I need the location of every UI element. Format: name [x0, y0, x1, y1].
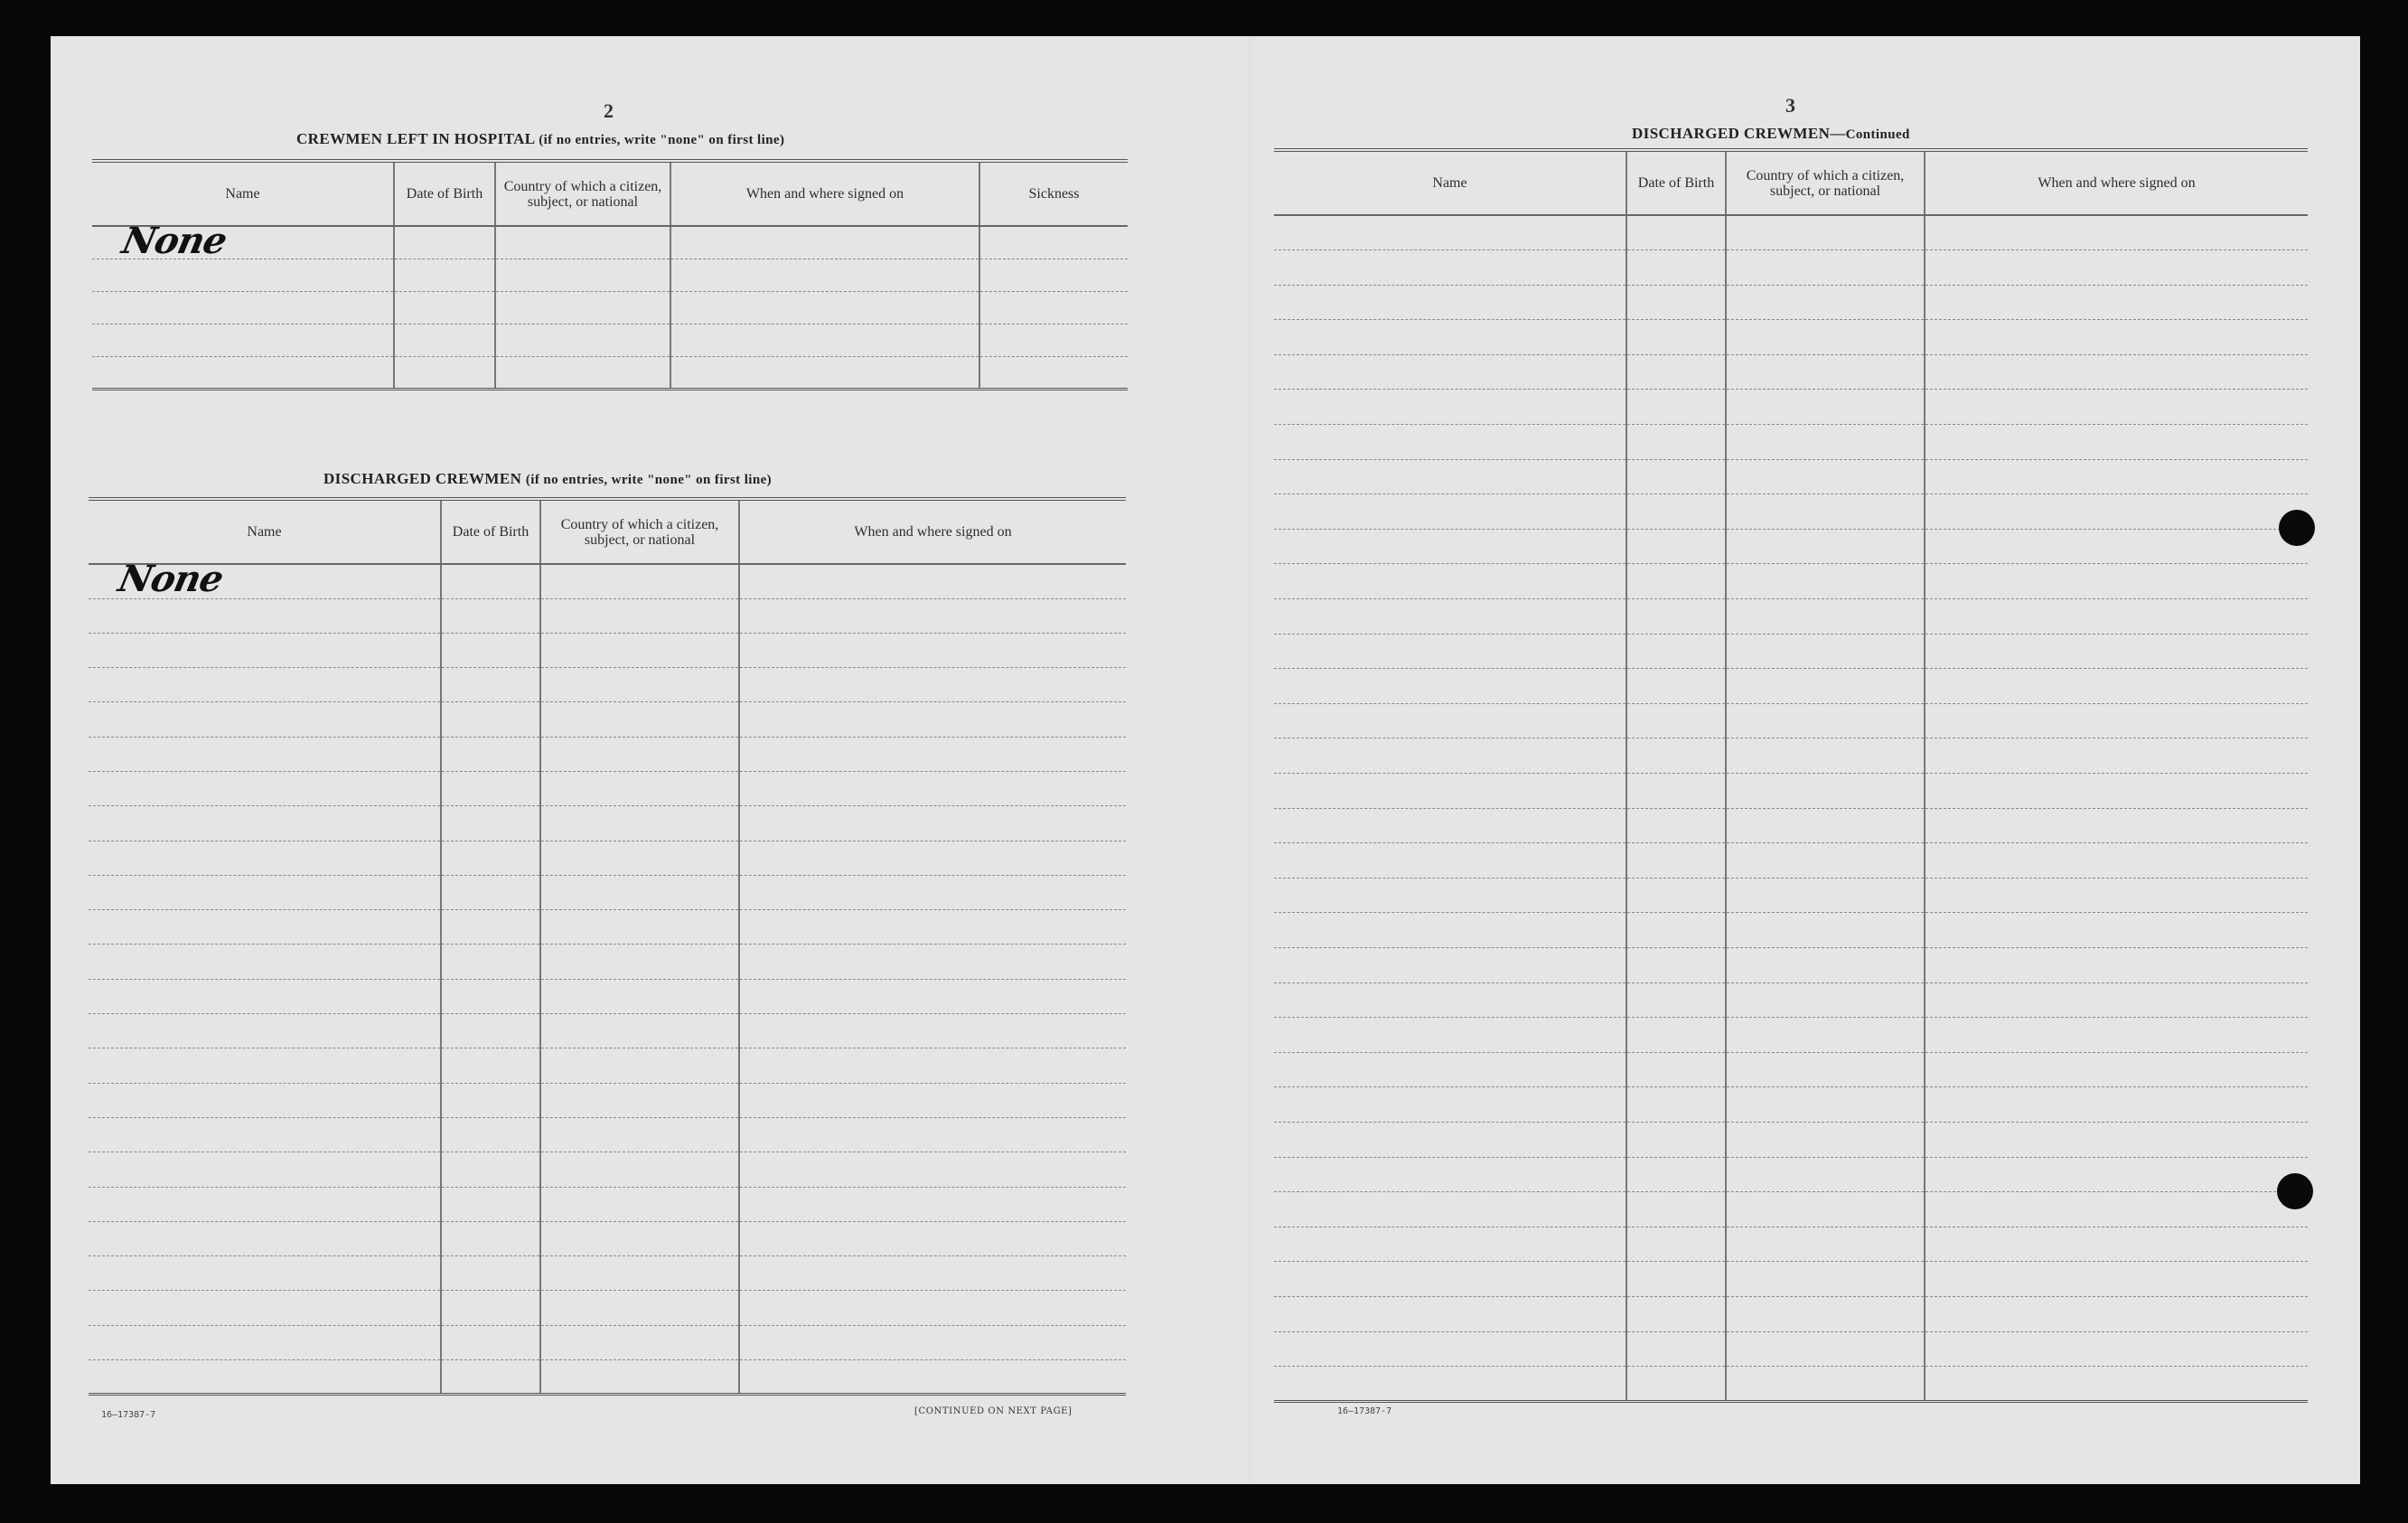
table-row [1274, 1227, 2308, 1262]
table-row [1274, 320, 2308, 355]
table-row [1274, 1192, 2308, 1227]
table-row [89, 1152, 1126, 1187]
table-row [1274, 738, 2308, 774]
table-row [89, 806, 1126, 841]
table-row [89, 737, 1126, 771]
punch-hole [2279, 510, 2315, 546]
table-row [89, 598, 1126, 633]
table-row [1274, 774, 2308, 809]
form-number: 16—17387-7 [101, 1410, 156, 1420]
table-row [1274, 250, 2308, 286]
table-row [1274, 843, 2308, 879]
table-row [1274, 529, 2308, 564]
table-row [1274, 982, 2308, 1018]
table-row [89, 668, 1126, 702]
table-row [92, 226, 1128, 259]
column-header-date-of-birth: Date of Birth [394, 161, 495, 226]
discharged-section-title [323, 470, 772, 488]
table-row [92, 356, 1128, 389]
table-row [89, 702, 1126, 737]
table-row [89, 1117, 1126, 1152]
table-row [89, 1014, 1126, 1048]
table-row [89, 1048, 1126, 1083]
hospital-section-title [296, 130, 784, 148]
table-row [89, 1325, 1126, 1359]
column-header-date-of-birth: Date of Birth [1626, 150, 1726, 215]
discharged-table [89, 497, 1126, 1396]
table-row [1274, 947, 2308, 982]
column-header-name: Name [1274, 150, 1626, 215]
table-row [89, 875, 1126, 909]
table-row [92, 291, 1128, 324]
table-row [92, 324, 1128, 356]
table-row [1274, 285, 2308, 320]
name-cell [92, 220, 394, 262]
table-row [1274, 634, 2308, 669]
table-row [89, 1187, 1126, 1221]
table-row [1274, 494, 2308, 530]
column-header-signed-on: When and where signed on [739, 499, 1126, 564]
left-page [51, 36, 1249, 1484]
table-row [89, 945, 1126, 979]
column-header-date-of-birth: Date of Birth [441, 499, 540, 564]
section-title-text: DISCHARGED CREWMEN [323, 470, 522, 487]
hospital-table [92, 159, 1128, 390]
table-row [1274, 599, 2308, 635]
table-row [1274, 390, 2308, 425]
table-row [1274, 564, 2308, 599]
table-row [1274, 878, 2308, 913]
table-row [89, 1083, 1126, 1117]
name-cell [89, 558, 441, 600]
section-title-suffix: Continued [1845, 127, 1910, 142]
table-row [89, 564, 1126, 598]
table-row [89, 1256, 1126, 1291]
column-header-signed-on: When and where signed on [1925, 150, 2308, 215]
table-row [1274, 669, 2308, 704]
punch-hole [2277, 1173, 2313, 1209]
table-row [89, 1221, 1126, 1255]
column-header-country: Country of which a citizen, subject, or national [495, 161, 670, 226]
discharged-continued-table [1274, 148, 2308, 1403]
table-row [1274, 808, 2308, 843]
table-row [1274, 1367, 2308, 1402]
form-number: 16—17387-7 [1337, 1406, 1392, 1416]
table-row [1274, 1262, 2308, 1297]
table-row [89, 1291, 1126, 1325]
table-row [1274, 215, 2308, 250]
page-number: 3 [1785, 94, 1795, 117]
table-row [1274, 354, 2308, 390]
section-title-text: CREWMEN LEFT IN HOSPITAL [296, 130, 535, 147]
table-row [1274, 425, 2308, 460]
table-row [89, 771, 1126, 805]
table-row [1274, 1331, 2308, 1367]
document-sheet [51, 36, 2360, 1484]
column-header-name: Name [89, 499, 441, 564]
table-row [89, 1360, 1126, 1395]
table-row [89, 979, 1126, 1013]
column-header-sickness: Sickness [979, 161, 1128, 226]
handwritten-entry: None [115, 558, 227, 600]
right-page [1252, 36, 2360, 1484]
section-title-text: DISCHARGED CREWMEN— [1632, 125, 1846, 142]
table-row [1274, 1296, 2308, 1331]
table-row [1274, 1122, 2308, 1157]
discharged-continued-title [1632, 125, 1910, 143]
table-row [1274, 1052, 2308, 1087]
table-row [89, 633, 1126, 667]
table-row [1274, 913, 2308, 948]
table-row [1274, 1157, 2308, 1192]
column-header-country: Country of which a citizen, subject, or national [1726, 150, 1925, 215]
column-header-signed-on: When and where signed on [670, 161, 979, 226]
footer-note: [CONTINUED ON NEXT PAGE] [914, 1406, 1073, 1416]
table-row [1274, 703, 2308, 738]
handwritten-entry: None [118, 220, 230, 262]
section-title-note: (if no entries, write "none" on first line) [525, 473, 773, 487]
column-header-name: Name [92, 161, 394, 226]
table-row [89, 910, 1126, 945]
table-row [89, 841, 1126, 875]
table-row [1274, 1018, 2308, 1053]
table-row [1274, 459, 2308, 494]
column-header-country: Country of which a citizen, subject, or national [540, 499, 739, 564]
table-row [1274, 1087, 2308, 1123]
page-number: 2 [604, 99, 614, 122]
table-row [92, 259, 1128, 291]
section-title-note: (if no entries, write "none" on first line) [539, 133, 785, 147]
